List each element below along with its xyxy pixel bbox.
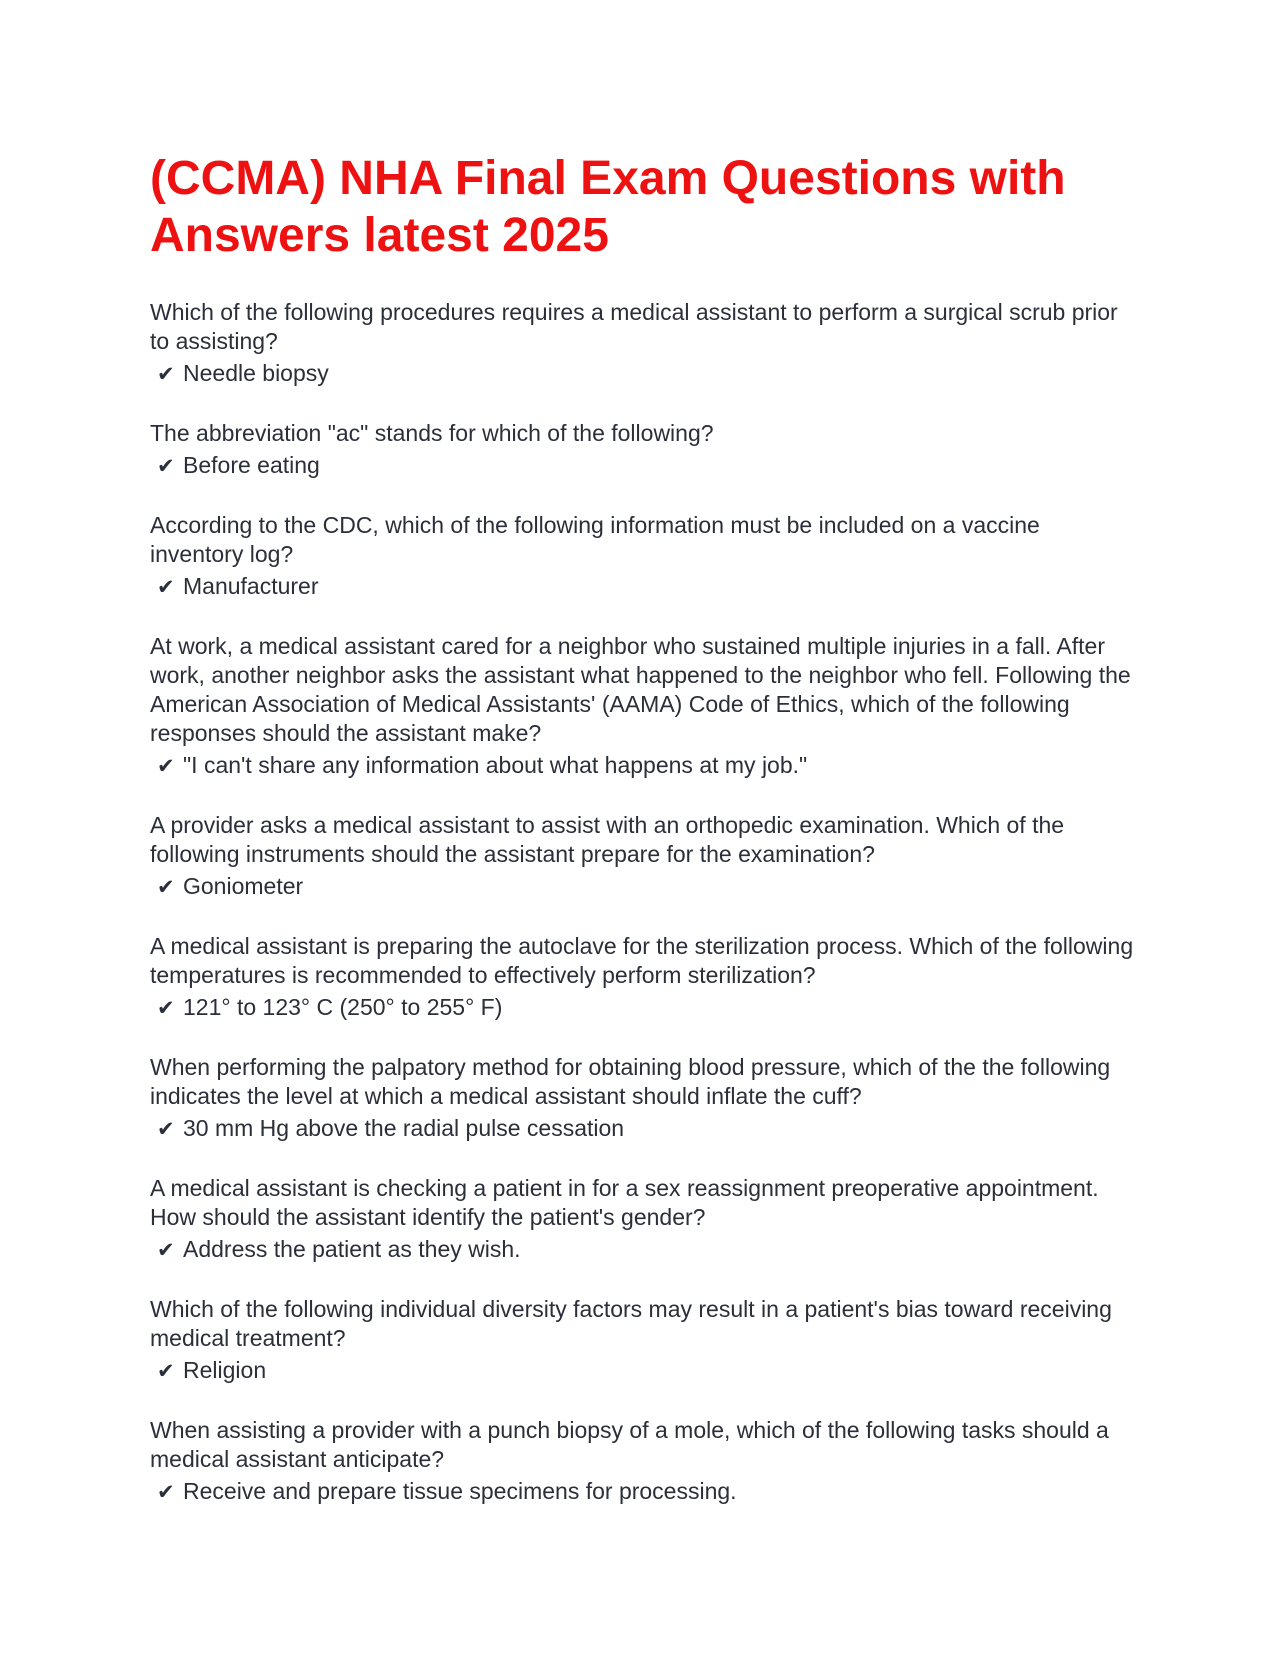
checkmark-icon: ✔	[157, 755, 175, 778]
question-text: Which of the following procedures requires a medical assistant to perform a surgical scrub prior to assisting?	[150, 299, 1118, 354]
answer-text: Needle biopsy	[183, 360, 329, 386]
answer-line	[150, 572, 1135, 602]
qa-item	[150, 932, 1135, 1023]
answer-line	[150, 993, 1135, 1023]
checkmark-icon: ✔	[157, 576, 175, 599]
qa-item	[150, 632, 1135, 781]
answer-text: Goniometer	[183, 873, 304, 899]
answer-line	[150, 1477, 1135, 1507]
qa-item	[150, 298, 1135, 389]
answer-text: Address the patient as they wish.	[183, 1236, 521, 1262]
checkmark-icon: ✔	[157, 876, 175, 899]
question-text: A provider asks a medical assistant to assist with an orthopedic examination. Which of the following instruments should the assistant prepare for the examination?	[150, 812, 1065, 867]
question-text: A medical assistant is preparing the autoclave for the sterilization process. Which of the following temperatures is recommended to effectively perform sterilization?	[150, 933, 1134, 988]
answer-text: 121° to 123° C (250° to 255° F)	[183, 994, 503, 1020]
question-text: When performing the palpatory method for obtaining blood pressure, which of the the following indicates the level at which a medical assistant should inflate the cuff?	[150, 1054, 1111, 1109]
answer-text: Religion	[183, 1357, 267, 1383]
qa-item	[150, 1416, 1135, 1507]
question-text: The abbreviation "ac" stands for which of the following?	[150, 420, 714, 446]
qa-item	[150, 1053, 1135, 1144]
checkmark-icon: ✔	[157, 1118, 175, 1141]
answer-line	[150, 751, 1135, 781]
question-text: According to the CDC, which of the following information must be included on a vaccine inventory log?	[150, 512, 1040, 567]
checkmark-icon: ✔	[157, 455, 175, 478]
checkmark-icon: ✔	[157, 1360, 175, 1383]
question-text: Which of the following individual diversity factors may result in a patient's bias toward receiving medical treatment?	[150, 1296, 1112, 1351]
checkmark-icon: ✔	[157, 997, 175, 1020]
qa-item	[150, 1174, 1135, 1265]
document-title: (CCMA) NHA Final Exam Questions with Answers latest 2025	[150, 152, 1066, 262]
checkmark-icon: ✔	[157, 363, 175, 386]
checkmark-icon: ✔	[157, 1481, 175, 1504]
answer-line	[150, 1356, 1135, 1386]
question-text: At work, a medical assistant cared for a neighbor who sustained multiple injuries in a fall. After work, another neighbor asks the assistant what happened to the neighbor who fell. Following the American Association of Medical Assistants' (AAMA) Code of Ethics, which of the following responses should the assistant make?	[150, 633, 1131, 746]
answer-text: "I can't share any information about what happens at my job."	[183, 752, 808, 778]
qa-item	[150, 1295, 1135, 1386]
answer-line	[150, 1235, 1135, 1265]
answer-text: Before eating	[183, 452, 320, 478]
answer-text: Manufacturer	[183, 573, 319, 599]
document-page	[150, 150, 1135, 1537]
answer-line	[150, 872, 1135, 902]
answer-text: 30 mm Hg above the radial pulse cessation	[183, 1115, 625, 1141]
question-text: When assisting a provider with a punch biopsy of a mole, which of the following tasks should a medical assistant anticipate?	[150, 1417, 1109, 1472]
answer-text: Receive and prepare tissue specimens for processing.	[183, 1478, 737, 1504]
qa-item	[150, 811, 1135, 902]
answer-line	[150, 451, 1135, 481]
qa-item	[150, 419, 1135, 481]
question-text: A medical assistant is checking a patient in for a sex reassignment preoperative appointment. How should the assistant identify the patient's gender?	[150, 1175, 1099, 1230]
answer-line	[150, 359, 1135, 389]
qa-item	[150, 511, 1135, 602]
answer-line	[150, 1114, 1135, 1144]
checkmark-icon: ✔	[157, 1239, 175, 1262]
